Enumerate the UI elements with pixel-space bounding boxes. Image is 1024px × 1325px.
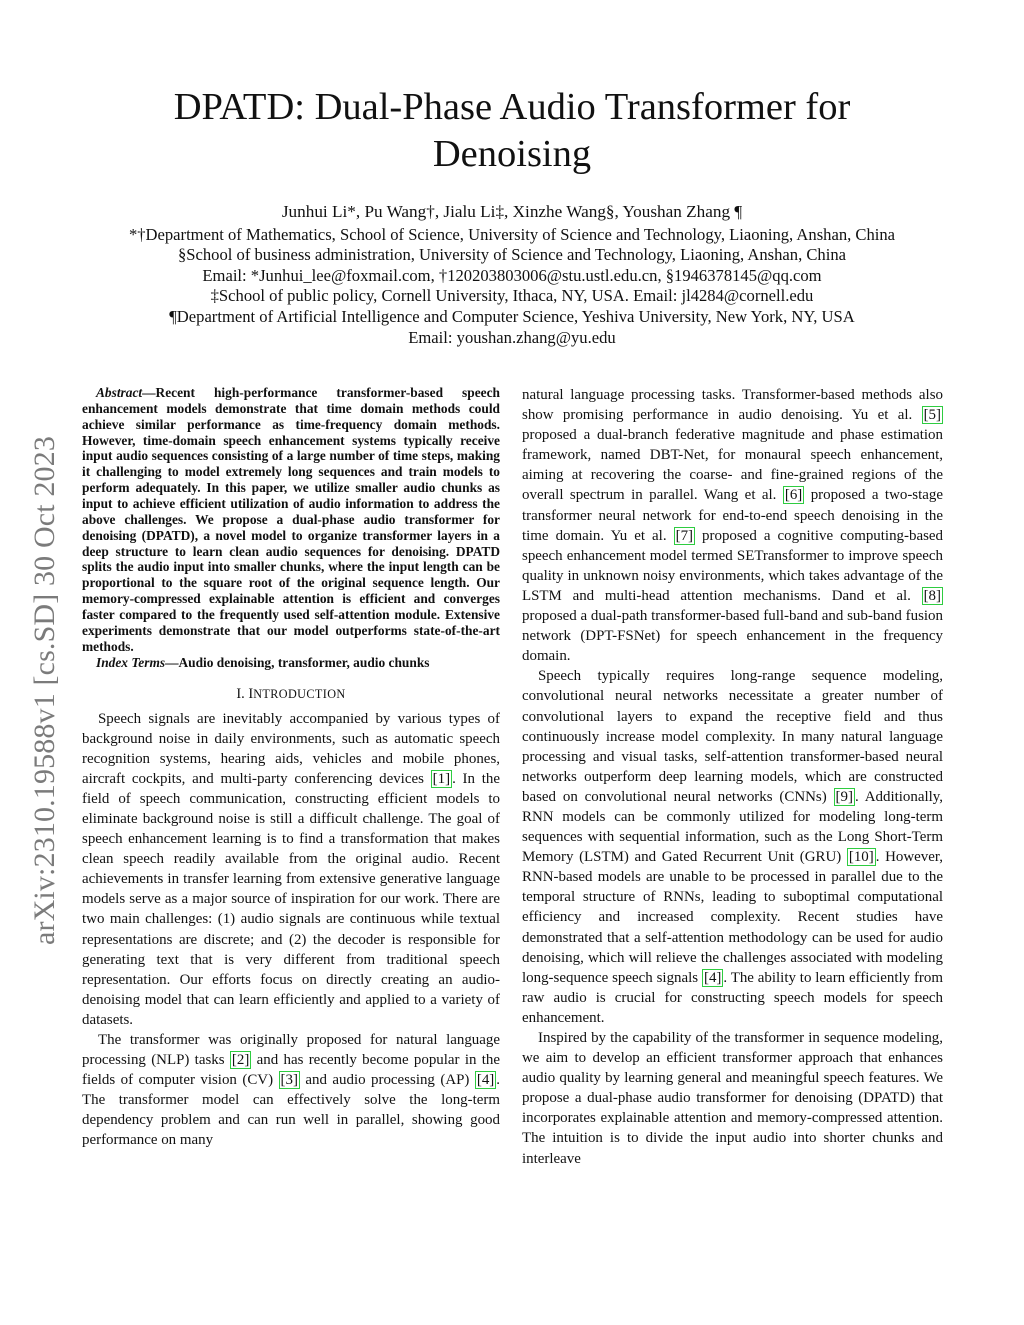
index-terms-label: Index Terms [96,654,166,670]
citation-link[interactable]: [7] [675,527,694,544]
citation-link[interactable]: [8] [923,587,941,604]
affiliation-2: §School of business administration, University of Science and Technology, Liaoning, Anshan, China [177,245,847,265]
text-run: Speech signals are inevitably accompanied by various types of background noise in daily environments, such as automatic speech recognition systems, hearing aids, vehicles and mobile phones, aircraft cockpits, and multi-party conferencing devices [82,710,500,787]
citation-link[interactable]: [3] [280,1072,298,1089]
text-run: proposed a dual-path transformer-based full-band and sub-band fusion network (DPT-FSNet) for speech enhancement in the frequency domain. [522,608,943,665]
left-column [82,385,500,1151]
citation-link[interactable]: [10] [848,849,874,866]
index-terms-text: —Audio denoising, transformer, audio chunks [165,654,430,670]
text-run: . The ability to learn efficiently from raw audio is crucial for constructing speech models for speech enhancement. [522,969,943,1026]
citation-link[interactable]: [6] [784,487,803,504]
index-terms [82,655,500,671]
affiliation-4: ¶Department of Artificial Intelligence and Computer Science, Yeshiva University, New York, NY, USA [169,306,855,326]
citation-link[interactable]: [4] [703,969,722,986]
abstract-text: —Recent high-performance transformer-based speech enhancement models demonstrate that time domain methods could achieve similar performance as time-frequency domain methods. However, time-domain speech enhancement systems typically receive input audio sequences consisting of a large number of time steps, making it challenging to model extremely long sequences and train models to perform adequately. In this paper, we utilize smaller audio chunks as input to achieve efficient utilization of audio information to address the above challenges. We propose a dual-phase audio transformer for denoising (DPATD), a novel model to organize transformer layers in a deep structure to learn clean audio sequences for denoising. DPATD splits the audio input into smaller chunks, where the input length can be proportional to the square root of the original sequence length. Our memory-compressed explainable attention is efficient and converges faster compared to the frequently used self-attention module. Extensive experiments demonstrate that our model outperforms state-of-the-art methods. [82,385,500,654]
text-run: natural language processing tasks. Transformer-based methods also show promising performance in audio denoising. Yu et al. [522,387,943,424]
intro-paragraph-2 [82,1030,500,1151]
text-run: proposed a dual-branch federative magnitude and phase estimation framework, named DBT-Net, for monaural speech enhancement, aiming at recovering the coarse- and fine-grained regions of the overall spectrum in parallel. Wang et al. [522,427,943,504]
citation-link[interactable]: [2] [231,1052,250,1069]
text-run: and has recently become popular in the fields of computer vision (CV) [82,1052,500,1089]
paper-title: DPATD: Dual-Phase Audio Transformer for Denoising [173,86,851,175]
text-run: and audio processing (AP) [299,1072,475,1089]
affiliation-1: *†Department of Mathematics, School of Science, University of Science and Technology, Liaoning, Anshan, China [128,224,896,244]
section-title-initial: I [248,685,254,702]
author-names: Junhui Li*, Pu Wang†, Jialu Li‡, Xinzhe Wang§, Youshan Zhang ¶ [281,202,743,221]
intro-paragraph-5: Inspired by the capability of the transformer in sequence modeling, we aim to develop an efficient transformer approach that enhances audio quality by learning general and meaningful speech features. We propose a dual-phase audio transformer for denoising (DPATD) that incorporates explainable attention and memory-compressed attention. The intuition is to divide the input audio into shorter chunks and interleave [522,1030,943,1167]
text-run: . The transformer model can effectively solve the long-term dependency problem and can run well in parallel, showing good performance on many [82,1072,500,1149]
intro-paragraph-4 [522,666,943,1028]
section-title-rest: NTRODUCTION [253,686,346,701]
emails-2: Email: youshan.zhang@yu.edu [408,327,616,347]
arxiv-identifier: arXiv:2310.19588v1 [cs.SD] 30 Oct 2023 [28,436,61,945]
emails-1: Email: *Junhui_lee@foxmail.com, †120203803006@stu.ustl.edu.cn, §1946378145@qq.com [202,265,822,285]
abstract [82,385,500,655]
citation-link[interactable]: [9] [835,788,853,805]
text-run: proposed a two-stage transformer neural network for end-to-end speech denoising in the time domain. Yu et al. [522,487,944,544]
citation-link[interactable]: [5] [923,407,941,424]
section-number: I. [236,685,249,702]
text-run: . In the field of speech communication, constructing efficient models to eliminate background noise is still a difficult challenge. The goal of speech enhancement learning is to find a transformation that makes clean speech readily available from the original audio. Recent achievements in transfer learning from extensive generative language models serve as a major source of inspiration for our work. There are two main challenges: (1) audio signals are continuous while textual representations are discrete; and (2) the decoder is responsible for generating text that is very different from traditional speech representation. Our efforts focus on directly creating an audio-denoising model that can learn efficiently and applied to a variety of datasets. [82,770,500,1028]
citation-link[interactable]: [1] [432,770,451,787]
citation-link[interactable]: [4] [476,1072,495,1089]
affiliation-3: ‡School of public policy, Cornell University, Ithaca, NY, USA. Email: jl4284@cornell.edu [210,286,814,306]
text-run: . Additionally, RNN models can be commonly utilized for modeling long-term sequences with sequential information, such as the Long Short-Term Memory (LSTM) and Gated Recurrent Unit (GRU) [522,788,943,866]
intro-paragraph-3 [522,385,943,666]
text-run: The transformer was originally proposed for natural language processing (NLP) tasks [82,1032,500,1069]
section-heading-introduction [82,685,500,703]
author-block [60,202,964,348]
text-run: proposed a cognitive computing-based speech enhancement model termed SETransformer to improve speech quality in unknown noisy environments, which takes advantage of the LSTM and multi-head attention mechanisms. Dand et al. [522,527,943,604]
text-run: Speech typically requires long-range sequence modeling, convolutional neural networks necessitate a greater number of convolutional layers to expand the receptive field and thus continuously increase model complexity. In many natural language processing and visual tasks, self-attention transformer-based neural networks outperform deep learning models, which are constructed based on convolutional neural networks (CNNs) [522,668,943,805]
text-run: . However, RNN-based models are unable to be processed in parallel due to the temporal structure of RNNs, leading to suboptimal computational efficiency and increased complexity. Recent studies have demonstrated that a self-attention methodology can be used for audio denoising, which will relieve the challenges associated with modeling long-sequence speech signals [522,849,943,986]
right-column [522,385,943,1169]
abstract-label: Abstract [96,385,143,400]
intro-paragraph-1 [82,709,500,1031]
